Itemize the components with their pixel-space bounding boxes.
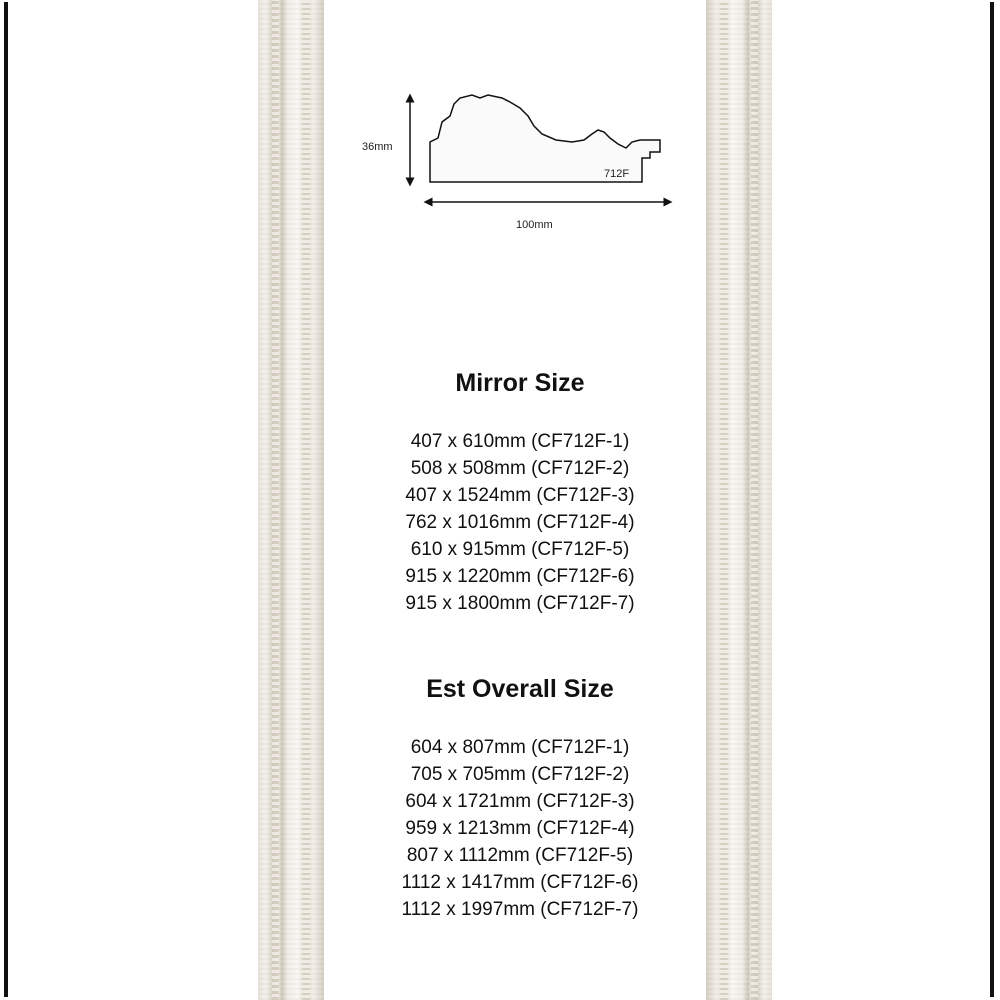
list-item: 959 x 1213mm (CF712F-4) <box>405 818 635 839</box>
list-item: 807 x 1112mm (CF712F-5) <box>406 845 634 866</box>
list-item: 508 x 508mm (CF712F-2) <box>410 458 630 479</box>
profile-code-label: 712F <box>604 168 630 180</box>
mirror-size-title: Mirror Size <box>455 369 585 397</box>
overall-size-title: Est Overall Size <box>426 675 614 703</box>
profile-diagram <box>360 86 680 236</box>
list-item: 1112 x 1417mm (CF712F-6) <box>401 872 639 893</box>
height-label: 36mm <box>362 141 393 153</box>
list-item: 1112 x 1997mm (CF712F-7) <box>401 899 639 920</box>
overall-size-list <box>330 734 710 923</box>
list-item: 604 x 1721mm (CF712F-3) <box>405 791 635 812</box>
list-item: 407 x 610mm (CF712F-1) <box>410 431 630 452</box>
list-item: 705 x 705mm (CF712F-2) <box>410 764 630 785</box>
mirror-size-list <box>330 428 710 617</box>
list-item: 915 x 1800mm (CF712F-7) <box>405 593 635 614</box>
list-item: 762 x 1016mm (CF712F-4) <box>405 512 635 533</box>
list-item: 610 x 915mm (CF712F-5) <box>410 539 630 560</box>
width-label: 100mm <box>516 219 553 231</box>
profile-drawing <box>360 86 680 236</box>
list-item: 915 x 1220mm (CF712F-6) <box>405 566 635 587</box>
list-item: 604 x 807mm (CF712F-1) <box>410 737 630 758</box>
frame-rail-left <box>258 0 324 1000</box>
frame-rail-right <box>706 0 772 1000</box>
list-item: 407 x 1524mm (CF712F-3) <box>405 485 635 506</box>
